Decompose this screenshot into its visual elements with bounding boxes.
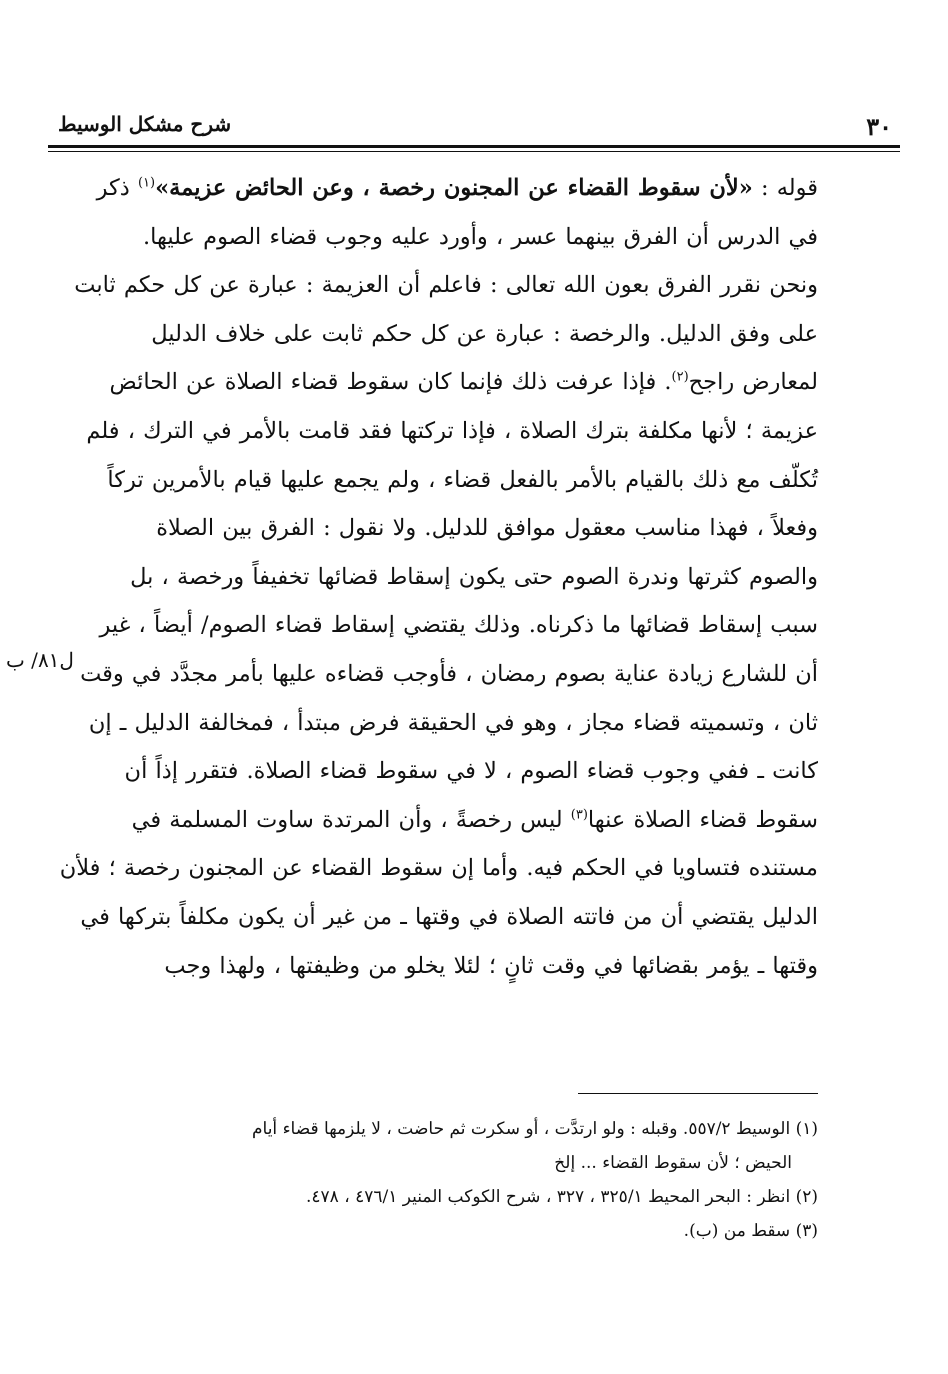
body-line: تُكلّف مع ذلك بالقيام بالأمر بالفعل قضاء ، ولم يجمع عليها قيام بالأمرين تركاً	[107, 466, 818, 493]
footnote: (٢) انظر : البحر المحيط ٣٢٥/١ ، ٣٢٧ ، شرح الكوكب المنير ٤٧٦/١ ، ٤٧٨.	[306, 1187, 818, 1207]
body-line	[96, 164, 818, 213]
body-line: أن للشارع زيادة عناية بصوم رمضان ، فأوجب قضاءه عليها بأمر مجدَّد في وقت	[80, 660, 818, 687]
body-line: على وفق الدليل. والرخصة : عبارة عن كل حكم ثابت على خلاف الدليل	[151, 320, 818, 347]
running-title: شرح مشكل الوسيط	[58, 112, 232, 136]
body-line: مستنده فتساويا في الحكم فيه. وأما إن سقوط القضاء عن المجنون رخصة ؛ فلأن	[59, 855, 818, 882]
margin-manuscript-note: ل٨١/ ب	[6, 648, 74, 672]
body-line: وقتها ـ يؤمر بقضائها في وقت ثانٍ ؛ لئلا يخلو من وظيفتها ، ولهذا وجب	[164, 952, 818, 979]
body-line	[109, 358, 818, 407]
body-line: كانت ـ ففي وجوب قضاء الصوم ، لا في سقوط قضاء الصلاة. فتقرر إذاً أن	[124, 758, 818, 785]
footnote-ref: (١)	[137, 175, 156, 191]
body-line: سبب إسقاط قضائها ما ذكرناه. وذلك يقتضي إسقاط قضاء الصوم/ أيضاً ، غير	[99, 612, 818, 639]
body-line: والصوم كثرتها وندرة الصوم حتى يكون إسقاط قضائها تخفيفاً ورخصة ، بل	[130, 563, 818, 590]
footnote-ref: (٣)	[570, 807, 588, 823]
footnote: (٣) سقط من (ب).	[683, 1221, 818, 1241]
body-line: ثان ، وتسميته قضاء مجاز ، وهو في الحقيقة فرض مبتدأ ، فمخالفة الدليل ـ إن	[88, 709, 818, 736]
body-line: ونحن نقرر الفرق بعون الله تعالى : فاعلم أن العزيمة : عبارة عن كل حكم ثابت	[74, 272, 818, 299]
footnote-rule	[578, 1093, 818, 1094]
body-line	[118, 796, 818, 845]
quoted-phrase: «لأن سقوط القضاء عن المجنون رخصة ، وعن الحائض عزيمة»	[155, 175, 753, 201]
text-span: سقوط قضاء الصلاة عنها	[587, 806, 818, 833]
header-rule-thin	[48, 151, 900, 152]
text-span: ليس رخصةً ، وأن المرتدة ساوت المسلمة في	[131, 806, 571, 833]
body-line: الدليل يقتضي أن من فاتته الصلاة في وقتها ـ من غير أن يكون مكلفاً بتركها في	[80, 903, 818, 930]
body-line: في الدرس أن الفرق بينهما عسر ، وأورد عليه وجوب قضاء الصوم عليها.	[142, 223, 818, 250]
footnote: الحيض ؛ لأن سقوط القضاء ... إلخ	[554, 1153, 792, 1173]
header-rule-thick	[48, 145, 900, 148]
text-span: ذكر	[96, 175, 138, 201]
text-span: قوله :	[752, 175, 818, 201]
body-line: وفعلاً ، فهذا مناسب معقول موافق للدليل. ولا نقول : الفرق بين الصلاة	[156, 515, 818, 542]
text-span: لمعارض راجح	[688, 369, 818, 396]
text-span: . فإذا عرفت ذلك فإنما كان سقوط قضاء الصلاة عن الحائض	[109, 369, 672, 396]
page-number: ٣٠	[866, 112, 892, 141]
body-text	[59, 164, 818, 990]
footnote-ref: (٢)	[671, 369, 689, 385]
footnotes	[118, 1112, 818, 1248]
footnote: (١) الوسيط ٥٥٧/٢. وقبله : ولو ارتدَّت ، أو سكرت ثم حاضت ، لا يلزمها قضاء أيام	[252, 1119, 818, 1139]
body-line: عزيمة ؛ لأنها مكلفة بترك الصلاة ، فإذا تركتها فقد قامت بالأمر في الترك ، فلم	[86, 417, 818, 444]
